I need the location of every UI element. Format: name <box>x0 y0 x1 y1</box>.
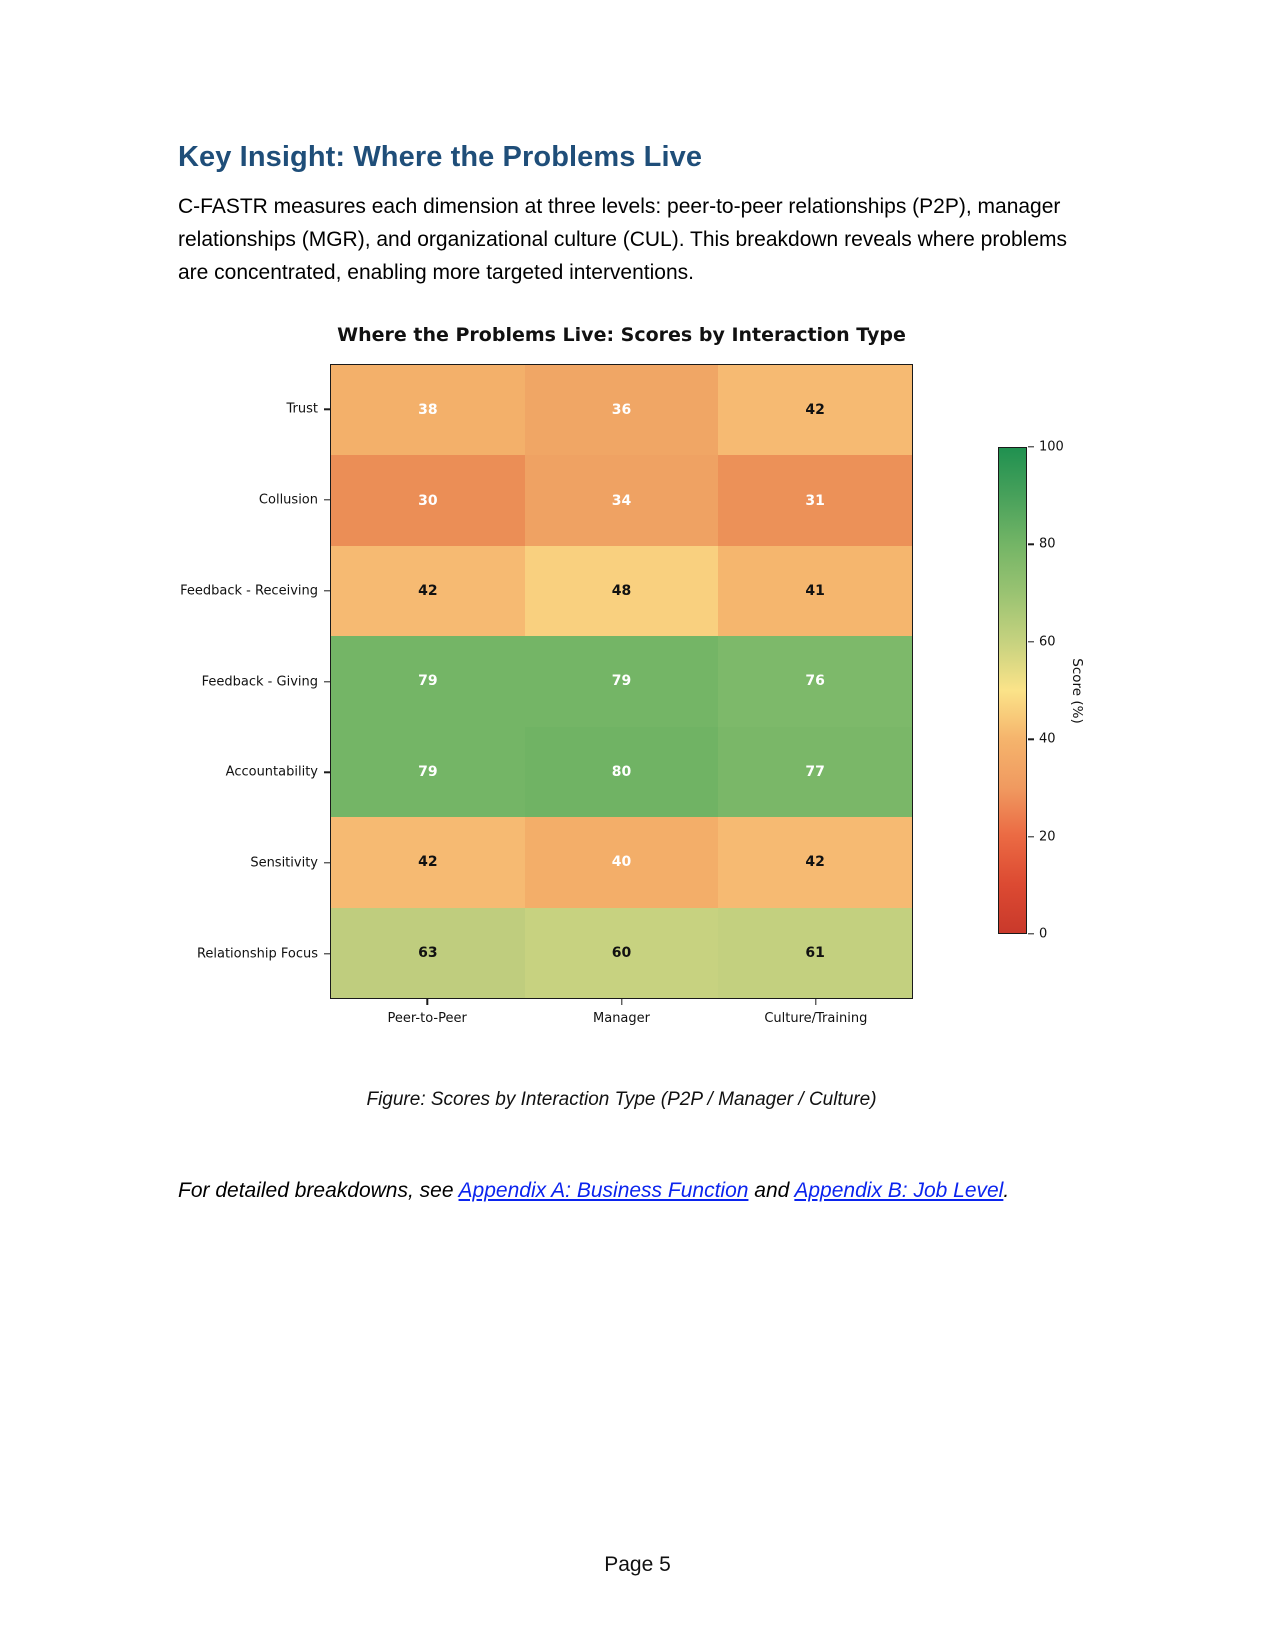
y-tick <box>324 590 330 591</box>
heatmap-cell: 36 <box>525 365 719 455</box>
heatmap-cell: 40 <box>525 817 719 907</box>
x-tick <box>426 999 427 1005</box>
appendix-note-prefix: For detailed breakdowns, see <box>178 1179 459 1202</box>
heatmap-cell: 34 <box>525 455 719 545</box>
y-tick <box>324 409 330 410</box>
row-label: Trust <box>286 401 318 417</box>
colorbar-tick <box>1028 446 1034 447</box>
heatmap-cell: 79 <box>331 636 525 726</box>
row-label: Feedback - Receiving <box>180 583 318 599</box>
column-label: Culture/Training <box>764 1011 868 1026</box>
heatmap-figure <box>178 319 1097 1110</box>
heatmap-cell: 48 <box>525 546 719 636</box>
heatmap-cell: 60 <box>525 908 719 998</box>
y-tick <box>324 499 330 500</box>
y-tick <box>324 862 330 863</box>
appendix-note <box>178 1179 1097 1203</box>
heatmap-cell: 31 <box>718 455 912 545</box>
colorbar-axis-label: Score (%) <box>1069 657 1085 724</box>
heatmap-cell: 79 <box>525 636 719 726</box>
row-label: Collusion <box>258 492 318 508</box>
heatmap-cell: 63 <box>331 908 525 998</box>
colorbar-tick <box>1028 836 1034 837</box>
colorbar-tick-label: 0 <box>1039 926 1048 942</box>
colorbar-gradient <box>998 447 1027 934</box>
colorbar-tick-label: 60 <box>1039 634 1056 650</box>
heatmap-cell: 61 <box>718 908 912 998</box>
heatmap-cell: 38 <box>331 365 525 455</box>
intro-paragraph: C-FASTR measures each dimension at three levels: peer-to-peer relationships (P2P), manager relationships (MGR), and organizational culture (CUL). This breakdown reveals where problems are concentrated, enabling more targeted interventions. <box>178 195 1068 284</box>
colorbar-tick <box>1028 933 1034 934</box>
row-label: Sensitivity <box>250 855 318 871</box>
appendix-note-middle: and <box>748 1179 795 1202</box>
heatmap-cell: 77 <box>718 727 912 817</box>
column-label: Peer-to-Peer <box>387 1011 467 1026</box>
y-tick <box>324 681 330 682</box>
heatmap <box>180 364 913 1026</box>
colorbar-tick-label: 100 <box>1039 439 1064 455</box>
chart-title: Where the Problems Live: Scores by Interaction Type <box>337 324 906 346</box>
heatmap-cell: 42 <box>718 817 912 907</box>
colorbar <box>998 439 1085 942</box>
heatmap-cell: 41 <box>718 546 912 636</box>
colorbar-tick-label: 20 <box>1039 829 1056 845</box>
y-tick <box>324 953 330 954</box>
row-label: Accountability <box>225 764 318 780</box>
heatmap-cell: 42 <box>331 546 525 636</box>
appendix-a-link[interactable]: Appendix A: Business Function <box>458 1179 749 1202</box>
row-label: Feedback - Giving <box>201 674 318 689</box>
section-heading: Key Insight: Where the Problems Live <box>178 141 703 173</box>
heatmap-cell: 80 <box>525 727 719 817</box>
appendix-b-link[interactable]: Appendix B: Job Level <box>794 1179 1004 1202</box>
row-label: Relationship Focus <box>196 946 318 962</box>
colorbar-tick <box>1028 641 1034 642</box>
x-tick <box>621 999 622 1005</box>
heatmap-cell: 42 <box>718 365 912 455</box>
heatmap-cell: 79 <box>331 727 525 817</box>
y-tick <box>324 772 330 773</box>
heatmap-cell: 42 <box>331 817 525 907</box>
figure-caption: Figure: Scores by Interaction Type (P2P / Manager / Culture) <box>366 1089 877 1110</box>
heatmap-cell: 30 <box>331 455 525 545</box>
colorbar-tick-label: 80 <box>1039 536 1056 552</box>
colorbar-tick <box>1028 544 1034 545</box>
colorbar-tick <box>1028 738 1034 739</box>
heatmap-grid <box>330 364 913 999</box>
page-number: Page 5 <box>604 1553 671 1576</box>
heatmap-cell: 76 <box>718 636 912 726</box>
column-label: Manager <box>593 1011 650 1026</box>
appendix-note-suffix: . <box>1003 1179 1010 1202</box>
colorbar-tick-label: 40 <box>1039 731 1056 747</box>
x-tick <box>815 999 816 1005</box>
